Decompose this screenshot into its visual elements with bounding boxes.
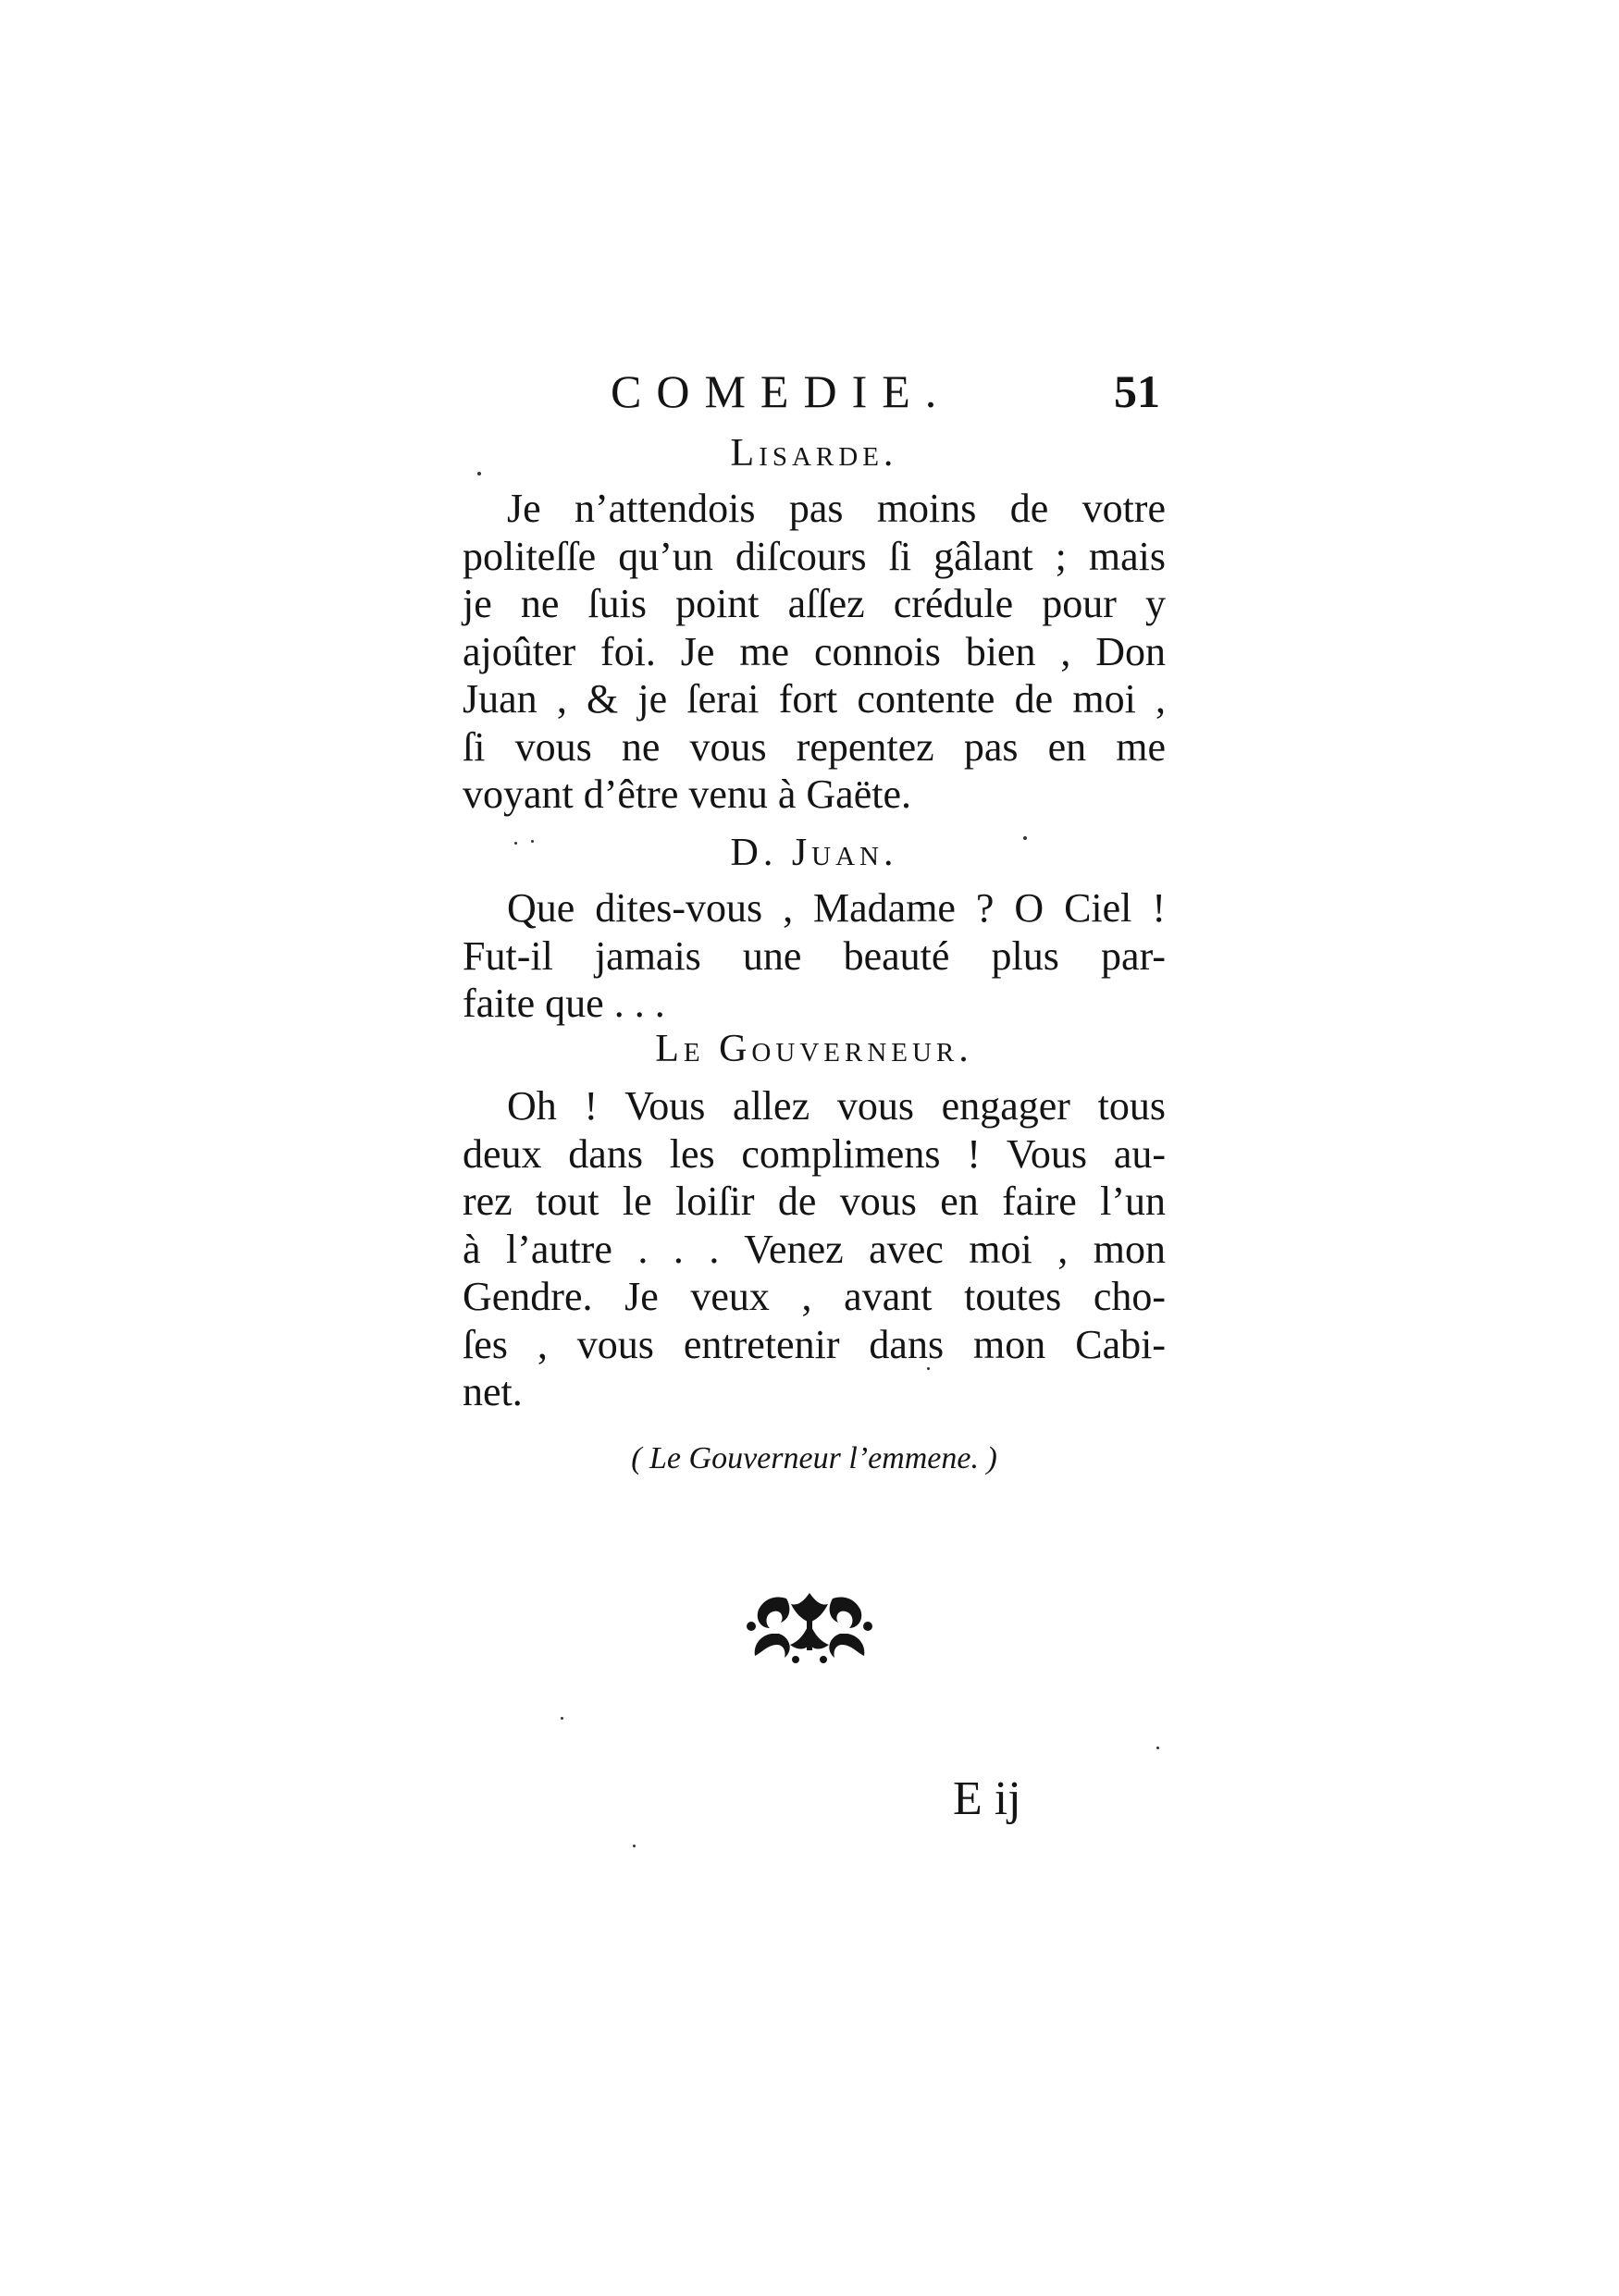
speech-line: Fut-il jamais une beauté plus par-	[463, 932, 1166, 979]
speech-line: rez tout le loiſir de vous en faire l’un	[463, 1179, 1166, 1224]
speaker-name-lisarde: Lisarde.	[730, 432, 898, 475]
speech-line: politeſſe qu’un diſcours ſi gâlant ; mais	[463, 533, 1166, 579]
speech-don-juan	[463, 884, 1166, 1028]
speech-line: ſi vous ne vous repentez pas en me	[463, 723, 1166, 770]
ink-speck	[514, 842, 517, 845]
speech-line: je ne ſuis point aſſez crédule pour y	[463, 581, 1166, 626]
ink-speck	[1156, 1747, 1159, 1749]
speech-line: Que dites-vous , Madame ? O Ciel !	[507, 885, 1166, 931]
ink-speck	[561, 1717, 563, 1720]
stage-direction: ( Le Gouverneur l’emmene. )	[631, 1441, 997, 1475]
ink-speck	[1023, 836, 1027, 840]
speech-line: ſes , vous entretenir dans mon Cabi-	[463, 1321, 1166, 1367]
printer-fleuron-icon	[740, 1586, 879, 1669]
speech-line: ajoûter foi. Je me connois bien , Don	[463, 628, 1166, 674]
speech-line: voyant d’être venu à Gaëte.	[463, 772, 911, 817]
speech-line: Gendre. Je veux , avant toutes cho-	[463, 1274, 1166, 1319]
speech-line: Je n’attendois pas moins de votre	[507, 486, 1166, 531]
speech-line: deux dans les complimens ! Vous au-	[463, 1130, 1166, 1177]
speaker-name-don-juan: D. Juan.	[730, 832, 898, 874]
running-head	[592, 359, 1166, 424]
speech-line: Oh ! Vous allez vous engager tous	[507, 1083, 1166, 1129]
running-title: COMEDIE.	[611, 365, 952, 417]
ink-speck	[927, 1367, 930, 1370]
speech-line: à l’autre . . . Venez avec moi , mon	[463, 1226, 1166, 1272]
page-number: 51	[1114, 365, 1160, 417]
signature-mark: E ij	[953, 1772, 1021, 1825]
speech-lisarde	[463, 485, 1166, 819]
speech-line: Juan , & je ſerai fort contente de moi ,	[463, 676, 1166, 722]
speaker-name-gouverneur: Le Gouverneur.	[655, 1028, 973, 1070]
ink-speck	[477, 472, 481, 475]
ink-speck	[633, 1845, 636, 1847]
fleuron-graphic	[740, 1586, 879, 1669]
ink-speck	[531, 840, 534, 843]
speech-line: net.	[463, 1369, 523, 1414]
speech-line: faite que . . .	[463, 981, 665, 1026]
speech-gouverneur	[463, 1082, 1166, 1416]
